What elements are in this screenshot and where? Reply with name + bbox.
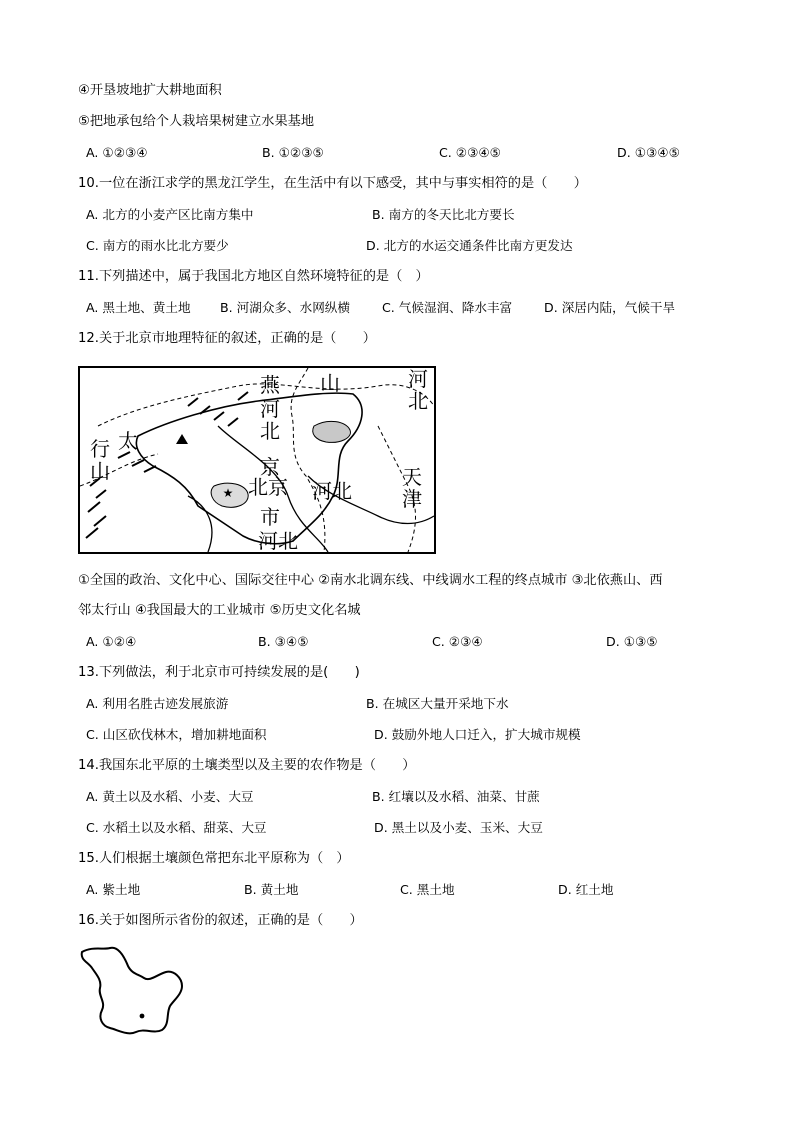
map-label-he1: 河 [408,367,428,391]
map-label-jin: 津 [402,487,422,511]
q15-option-c: C. 黑土地 [400,882,455,897]
question-14: 14.我国东北平原的土壤类型以及主要的农作物是（ ） [78,758,416,773]
q11-option-c: C. 气候湿润、降水丰富 [382,300,513,315]
map-label-bei2: 北 [260,419,280,443]
q15-option-a: A. 紫土地 [86,882,141,897]
province-outline-map [78,944,188,1036]
q11-option-b: B. 河湖众多、水网纵横 [220,300,350,315]
map-label-bei1: 北 [408,389,428,413]
q13-option-b: B. 在城区大量开采地下水 [366,696,509,711]
map-label-beijing: 北京 [248,475,288,499]
statement-5: ⑤把地承包给个人栽培果树建立水果基地 [78,114,315,129]
q9-option-a: A. ①②③④ [86,145,148,160]
q13-option-c: C. 山区砍伐林木，增加耕地面积 [86,727,267,742]
q15-option-d: D. 红土地 [558,882,614,897]
beijing-map [78,366,436,554]
q10-option-d: D. 北方的水运交通条件比南方更发达 [366,238,573,253]
question-10: 10.一位在浙江求学的黑龙江学生，在生活中有以下感受，其中与事实相符的是（ ） [78,176,587,191]
map-label-shi: 市 [260,505,280,529]
svg-text:★: ★ [222,486,234,500]
q15-option-b: B. 黄土地 [244,882,299,897]
map-label-he2: 河 [260,397,280,421]
q12-option-a: A. ①②④ [86,634,137,649]
q10-option-a: A. 北方的小麦产区比南方集中 [86,207,254,222]
map-label-yan: 燕 [260,373,280,397]
q9-option-c: C. ②③④⑤ [439,145,501,160]
q13-option-a: A. 利用名胜古迹发展旅游 [86,696,229,711]
q12-statements-1: ①全国的政治、文化中心、国际交往中心 ②南水北调东线、中线调水工程的终点城市 ③北依燕山、西 [78,573,663,588]
q14-option-d: D. 黑土以及小麦、玉米、大豆 [374,820,543,835]
statement-4: ④开垦坡地扩大耕地面积 [78,83,222,98]
q11-option-d: D. 深居内陆，气候干旱 [544,300,676,315]
question-12: 12.关于北京市地理特征的叙述，正确的是（ ） [78,331,376,346]
q12-statements-2: 邻太行山 ④我国最大的工业城市 ⑤历史文化名城 [78,603,361,618]
q12-option-c: C. ②③④ [432,634,483,649]
question-11: 11.下列描述中，属于我国北方地区自然环境特征的是（ ） [78,269,429,284]
q14-option-b: B. 红壤以及水稻、油菜、甘蔗 [372,789,540,804]
map-label-hebei3: 河北 [312,479,352,503]
question-13: 13.下列做法，利于北京市可持续发展的是( ) [78,665,360,680]
map-label-shan2: 山 [90,459,110,483]
map-label-tian: 天 [402,465,422,489]
q14-option-c: C. 水稻土以及水稻、甜菜、大豆 [86,820,267,835]
q9-option-b: B. ①②③⑤ [262,145,324,160]
q13-option-d: D. 鼓励外地人口迁入，扩大城市规模 [374,727,581,742]
q12-option-d: D. ①③⑤ [606,634,658,649]
map-label-xing: 行 [90,437,110,461]
question-16: 16.关于如图所示省份的叙述，正确的是（ ） [78,913,363,928]
map-label-jing: 京 [260,455,280,479]
map-label-hebei4: 河北 [258,529,298,553]
q9-option-d: D. ①③④⑤ [617,145,680,160]
q10-option-b: B. 南方的冬天比北方要长 [372,207,515,222]
q11-option-a: A. 黑土地、黄土地 [86,300,191,315]
q12-option-b: B. ③④⑤ [258,634,309,649]
question-15: 15.人们根据土壤颜色常把东北平原称为（ ） [78,851,350,866]
map-label-tai: 太 [118,429,138,453]
map-label-shan: 山 [320,371,340,395]
q10-option-c: C. 南方的雨水比北方要少 [86,238,229,253]
q14-option-a: A. 黄土以及水稻、小麦、大豆 [86,789,254,804]
